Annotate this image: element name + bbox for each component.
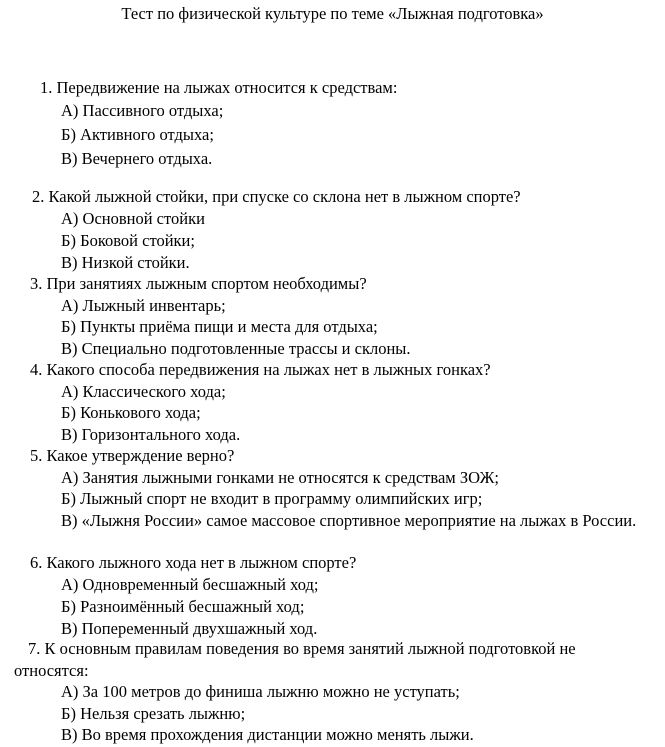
- answer-3a: А) Лыжный инвентарь;: [61, 296, 226, 315]
- question-3: 3. При занятиях лыжным спортом необходимы?: [30, 274, 367, 293]
- answer-7b: Б) Нельзя срезать лыжню;: [61, 704, 246, 723]
- answer-2a: А) Основной стойки: [61, 209, 205, 228]
- answer-7c: В) Во время прохождения дистанции можно менять лыжи.: [61, 725, 474, 744]
- answer-5b: Б) Лыжный спорт не входит в программу олимпийских игр;: [61, 489, 483, 508]
- question-6: 6. Какого лыжного хода нет в лыжном спорте?: [30, 553, 357, 572]
- answer-5c: В) «Лыжня России» самое массовое спортивное мероприятие на лыжах в России.: [61, 511, 637, 530]
- answer-6a: А) Одновременный бесшажный ход;: [61, 575, 319, 594]
- document-title: Тест по физической культуре по теме «Лыжная подготовка»: [121, 4, 544, 23]
- answer-2c: В) Низкой стойки.: [61, 253, 190, 272]
- question-5: 5. Какое утверждение верно?: [30, 446, 235, 465]
- answer-1b: Б) Активного отдыха;: [61, 125, 214, 144]
- answer-6b: Б) Разноимённый бесшажный ход;: [61, 597, 305, 616]
- question-2: 2. Какой лыжной стойки, при спуске со склона нет в лыжном спорте?: [32, 187, 521, 206]
- question-1: 1. Передвижение на лыжах относится к средствам:: [40, 78, 398, 97]
- answer-6c: В) Попеременный двухшажный ход.: [61, 619, 318, 638]
- answer-4b: Б) Конькового хода;: [61, 403, 201, 422]
- question-4: 4. Какого способа передвижения на лыжах нет в лыжных гонках?: [30, 360, 491, 379]
- answer-4c: В) Горизонтального хода.: [61, 425, 241, 444]
- answer-7a: А) За 100 метров до финиша лыжню можно не уступать;: [61, 682, 460, 701]
- answer-3b: Б) Пункты приёма пищи и места для отдыха;: [61, 317, 378, 336]
- question-7: 7. К основным правилам поведения во время занятий лыжной подготовкой не относятся:: [14, 639, 576, 680]
- answer-2b: Б) Боковой стойки;: [61, 231, 195, 250]
- answer-5a: А) Занятия лыжными гонками не относятся к средствам ЗОЖ;: [61, 468, 499, 487]
- answer-1c: В) Вечернего отдыха.: [61, 149, 213, 168]
- answer-1a: А) Пассивного отдыха;: [61, 101, 224, 120]
- answer-4a: А) Классического хода;: [61, 382, 226, 401]
- answer-3c: В) Специально подготовленные трассы и склоны.: [61, 339, 411, 358]
